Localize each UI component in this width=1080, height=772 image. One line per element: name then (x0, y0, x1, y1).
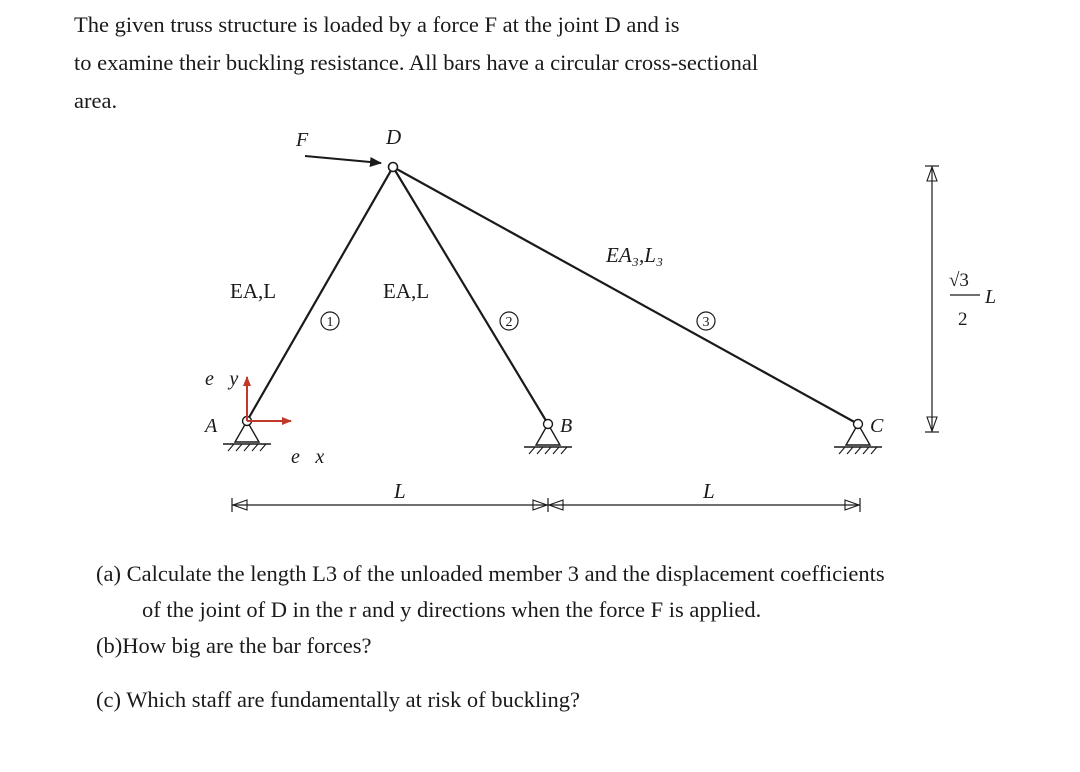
svg-text:1: 1 (326, 315, 334, 330)
question-a-line-2: of the joint of D in the r and y directions when the force F is applied. (142, 597, 762, 622)
height-length-symbol: L (985, 286, 997, 308)
intro-line-2: to examine their buckling resistance. All bars have a circular cross-sectional (74, 50, 759, 75)
bar-3-label: EA₃,L₃ (606, 243, 664, 267)
joint-d (389, 163, 398, 172)
force-arrow (305, 156, 381, 163)
intro-line-3: area. (74, 88, 118, 113)
joint-b-label: B (560, 415, 573, 437)
vertical-dimension (925, 166, 939, 432)
bar-3 (393, 167, 858, 424)
force-label: F (296, 129, 309, 151)
joint-c-label: C (870, 415, 884, 437)
height-numerator: √3 (949, 270, 969, 291)
question-a-line-1: (a) Calculate the length L3 of the unloaded member 3 and the displacement coefficients (96, 561, 885, 586)
joint-a-label: A (205, 415, 218, 437)
bar-1-label: EA,L (230, 279, 277, 303)
intro-line-1: The given truss structure is loaded by a force F at the joint D and is (74, 12, 680, 37)
height-fraction (949, 270, 996, 330)
questions (96, 556, 1066, 718)
question-b: (b)How big are the bar forces? (96, 633, 372, 658)
height-denominator: 2 (958, 309, 968, 330)
bar-3-number (697, 312, 715, 330)
bar-2-number (500, 312, 518, 330)
joint-d-label: D (386, 125, 402, 149)
ey-vector-label: e⃗y (205, 368, 239, 390)
span-left-label: L (394, 479, 406, 503)
bar-1-number (321, 312, 339, 330)
ex-vector-label: e⃗x (291, 446, 325, 468)
svg-text:3: 3 (702, 315, 710, 330)
horizontal-dimension (232, 498, 860, 512)
span-right-label: L (703, 479, 715, 503)
question-c: (c) Which staff are fundamentally at risk of buckling? (96, 687, 580, 712)
bar-2-label: EA,L (383, 279, 430, 303)
svg-text:2: 2 (505, 315, 513, 330)
